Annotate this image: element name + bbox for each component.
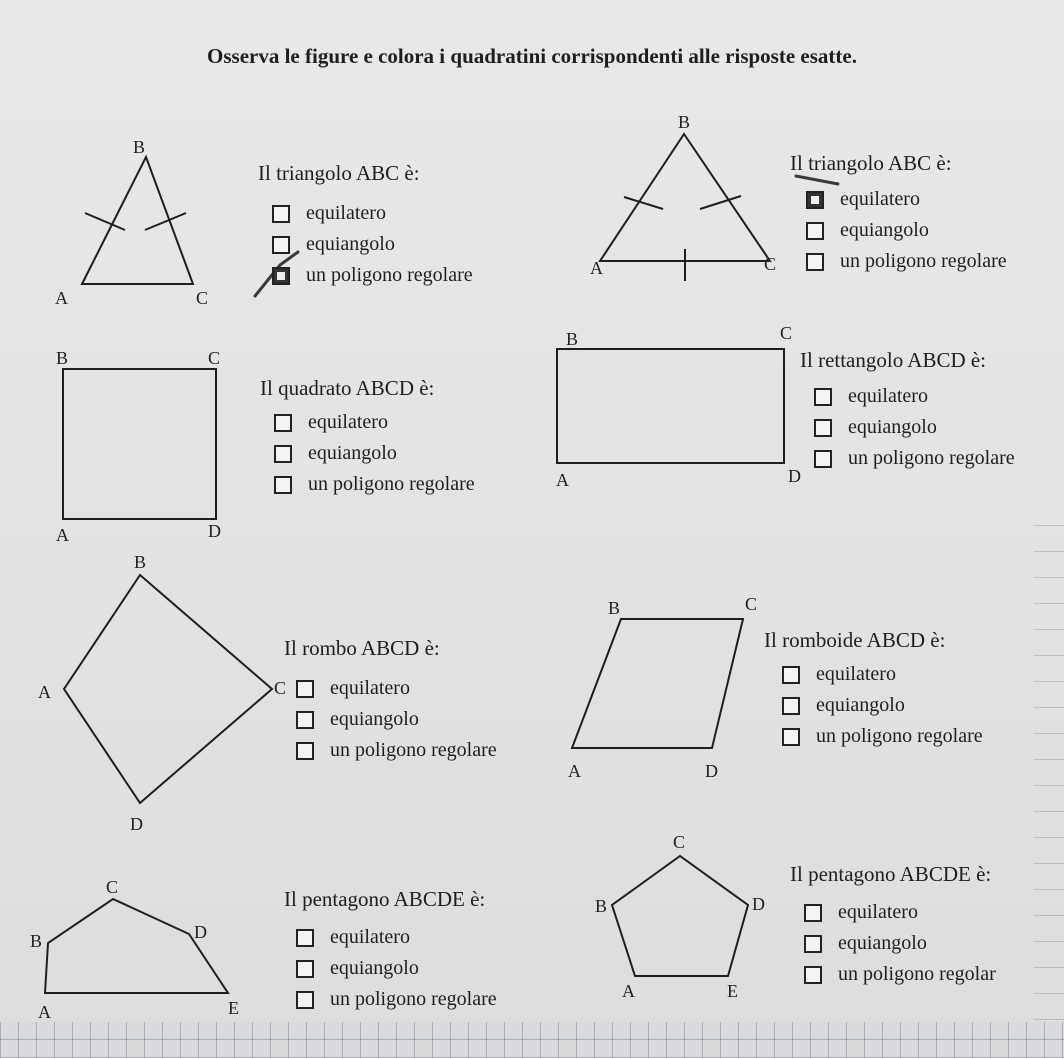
option-label: equiangolo xyxy=(308,442,397,464)
option-regolare[interactable] xyxy=(804,959,996,990)
label-rhomboid-C: C xyxy=(745,594,758,614)
pentagon-left-figure xyxy=(45,899,228,993)
label-pentagon-right-B: B xyxy=(595,896,608,916)
label-pentagon-left-C: C xyxy=(106,877,119,897)
rectangle-figure xyxy=(557,349,784,463)
checkbox[interactable] xyxy=(296,680,314,698)
option-equiangolo[interactable] xyxy=(782,690,983,721)
rhomboid-figure xyxy=(572,619,743,748)
checkbox[interactable] xyxy=(296,991,314,1009)
checkbox[interactable] xyxy=(296,711,314,729)
option-equiangolo[interactable] xyxy=(296,953,497,984)
option-label: un poligono regolare xyxy=(840,250,1007,272)
label-pentagon-left-A: A xyxy=(38,1002,51,1022)
option-label: equiangolo xyxy=(840,219,929,241)
square-figure xyxy=(63,369,216,519)
label-square-B: B xyxy=(56,348,69,368)
label-rectangle-D: D xyxy=(788,466,801,486)
question-title: Il quadrato ABCD è: xyxy=(260,376,435,400)
option-equilatero[interactable] xyxy=(274,407,475,438)
label-square-C: C xyxy=(208,348,221,368)
checkbox[interactable] xyxy=(782,666,800,684)
checkbox-marked[interactable] xyxy=(272,267,290,285)
option-equilatero[interactable] xyxy=(782,659,983,690)
label-pentagon-left-E: E xyxy=(228,998,239,1018)
checkbox[interactable] xyxy=(814,419,832,437)
checkbox[interactable] xyxy=(272,205,290,223)
option-label: equiangolo xyxy=(848,416,937,438)
question-rectangle xyxy=(800,350,1015,474)
option-regolare[interactable] xyxy=(782,721,983,752)
label-triangle-right-A: A xyxy=(590,258,603,278)
checkbox[interactable] xyxy=(296,960,314,978)
option-equilatero[interactable] xyxy=(296,922,497,953)
question-triangle-left xyxy=(258,163,473,291)
question-pentagon-right xyxy=(790,864,996,990)
checkbox[interactable] xyxy=(804,935,822,953)
option-regolare[interactable] xyxy=(296,984,497,1015)
option-equiangolo[interactable] xyxy=(272,229,473,260)
option-label: equilatero xyxy=(330,677,410,699)
option-regolare[interactable] xyxy=(296,735,497,766)
option-label: equiangolo xyxy=(330,708,419,730)
label-pentagon-right-C: C xyxy=(673,832,686,852)
pentagon-right-figure xyxy=(612,856,748,976)
triangle-left-figure xyxy=(82,157,193,284)
option-regolare[interactable] xyxy=(806,246,1007,277)
question-title: Il rombo ABCD è: xyxy=(284,636,440,660)
checkbox[interactable] xyxy=(804,966,822,984)
option-label: equiangolo xyxy=(330,957,419,979)
option-equiangolo[interactable] xyxy=(814,412,1015,443)
label-pentagon-right-A: A xyxy=(622,981,635,1001)
option-equiangolo[interactable] xyxy=(274,438,475,469)
option-equilatero[interactable] xyxy=(814,381,1015,412)
question-title: Il pentagono ABCDE è: xyxy=(790,862,992,886)
label-rectangle-A: A xyxy=(556,470,569,490)
label-triangle-left-A: A xyxy=(55,288,68,308)
checkbox[interactable] xyxy=(296,742,314,760)
option-equilatero[interactable] xyxy=(296,673,497,704)
option-label: un poligono regolar xyxy=(838,963,996,985)
option-label: un poligono regolare xyxy=(816,725,983,747)
label-rhomboid-D: D xyxy=(705,761,718,781)
question-title: Il triangolo ABC è: xyxy=(258,161,420,185)
page-title: Osserva le figure e colora i quadratini corrispondenti alle risposte esatte. xyxy=(207,44,857,68)
option-label: equiangolo xyxy=(838,932,927,954)
checkbox[interactable] xyxy=(814,450,832,468)
question-title: Il romboide ABCD è: xyxy=(764,628,946,652)
checkbox[interactable] xyxy=(804,904,822,922)
label-pentagon-left-B: B xyxy=(30,931,43,951)
rhombus-figure xyxy=(64,575,272,803)
question-pentagon-left xyxy=(284,889,497,1015)
option-label: equilatero xyxy=(848,385,928,407)
question-rhomboid xyxy=(764,630,983,752)
label-triangle-left-C: C xyxy=(196,288,209,308)
option-regolare[interactable] xyxy=(272,260,473,291)
question-square xyxy=(260,378,475,500)
option-regolare[interactable] xyxy=(274,469,475,500)
option-label: un poligono regolare xyxy=(330,988,497,1010)
checkbox[interactable] xyxy=(274,414,292,432)
option-label: equiangolo xyxy=(306,233,395,255)
checkbox[interactable] xyxy=(806,222,824,240)
option-label: equilatero xyxy=(308,411,388,433)
option-label: equilatero xyxy=(840,188,920,210)
checkbox[interactable] xyxy=(782,697,800,715)
question-title: Il rettangolo ABCD è: xyxy=(800,348,987,372)
question-title: Il pentagono ABCDE è: xyxy=(284,887,486,911)
label-pentagon-right-D: D xyxy=(752,894,765,914)
question-title: Il triangolo ABC è: xyxy=(790,151,952,175)
label-rhombus-B: B xyxy=(134,552,147,572)
option-equilatero[interactable] xyxy=(272,198,473,229)
checkbox-marked[interactable] xyxy=(806,191,824,209)
checkbox[interactable] xyxy=(296,929,314,947)
option-label: un poligono regolare xyxy=(306,264,473,286)
option-label: equiangolo xyxy=(816,694,905,716)
option-label: un poligono regolare xyxy=(848,447,1015,469)
checkbox[interactable] xyxy=(806,253,824,271)
checkbox[interactable] xyxy=(272,236,290,254)
checkbox[interactable] xyxy=(814,388,832,406)
option-label: un poligono regolare xyxy=(330,739,497,761)
option-equilatero[interactable] xyxy=(806,184,1007,215)
option-equiangolo[interactable] xyxy=(296,704,497,735)
label-rhombus-D: D xyxy=(130,814,143,834)
label-triangle-right-C: C xyxy=(764,254,777,274)
option-equiangolo[interactable] xyxy=(804,928,996,959)
question-triangle-right xyxy=(790,153,1007,277)
checkbox[interactable] xyxy=(274,445,292,463)
label-pentagon-left-D: D xyxy=(194,922,207,942)
label-rhombus-A: A xyxy=(38,682,51,702)
label-square-A: A xyxy=(56,525,69,545)
label-pentagon-right-E: E xyxy=(727,981,738,1001)
label-rhomboid-B: B xyxy=(608,598,621,618)
label-rhomboid-A: A xyxy=(568,761,581,781)
label-square-D: D xyxy=(208,521,221,541)
option-equiangolo[interactable] xyxy=(806,215,1007,246)
option-label: equilatero xyxy=(816,663,896,685)
option-equilatero[interactable] xyxy=(804,897,996,928)
label-rectangle-B: B xyxy=(566,329,579,349)
option-label: equilatero xyxy=(838,901,918,923)
checkbox[interactable] xyxy=(782,728,800,746)
label-triangle-left-B: B xyxy=(133,137,146,157)
option-label: un poligono regolare xyxy=(308,473,475,495)
option-label: equilatero xyxy=(330,926,410,948)
option-regolare[interactable] xyxy=(814,443,1015,474)
label-rectangle-C: C xyxy=(780,323,793,343)
label-rhombus-C: C xyxy=(274,678,287,698)
checkbox[interactable] xyxy=(274,476,292,494)
option-label: equilatero xyxy=(306,202,386,224)
question-rhombus xyxy=(284,638,497,766)
label-triangle-right-B: B xyxy=(678,112,691,132)
